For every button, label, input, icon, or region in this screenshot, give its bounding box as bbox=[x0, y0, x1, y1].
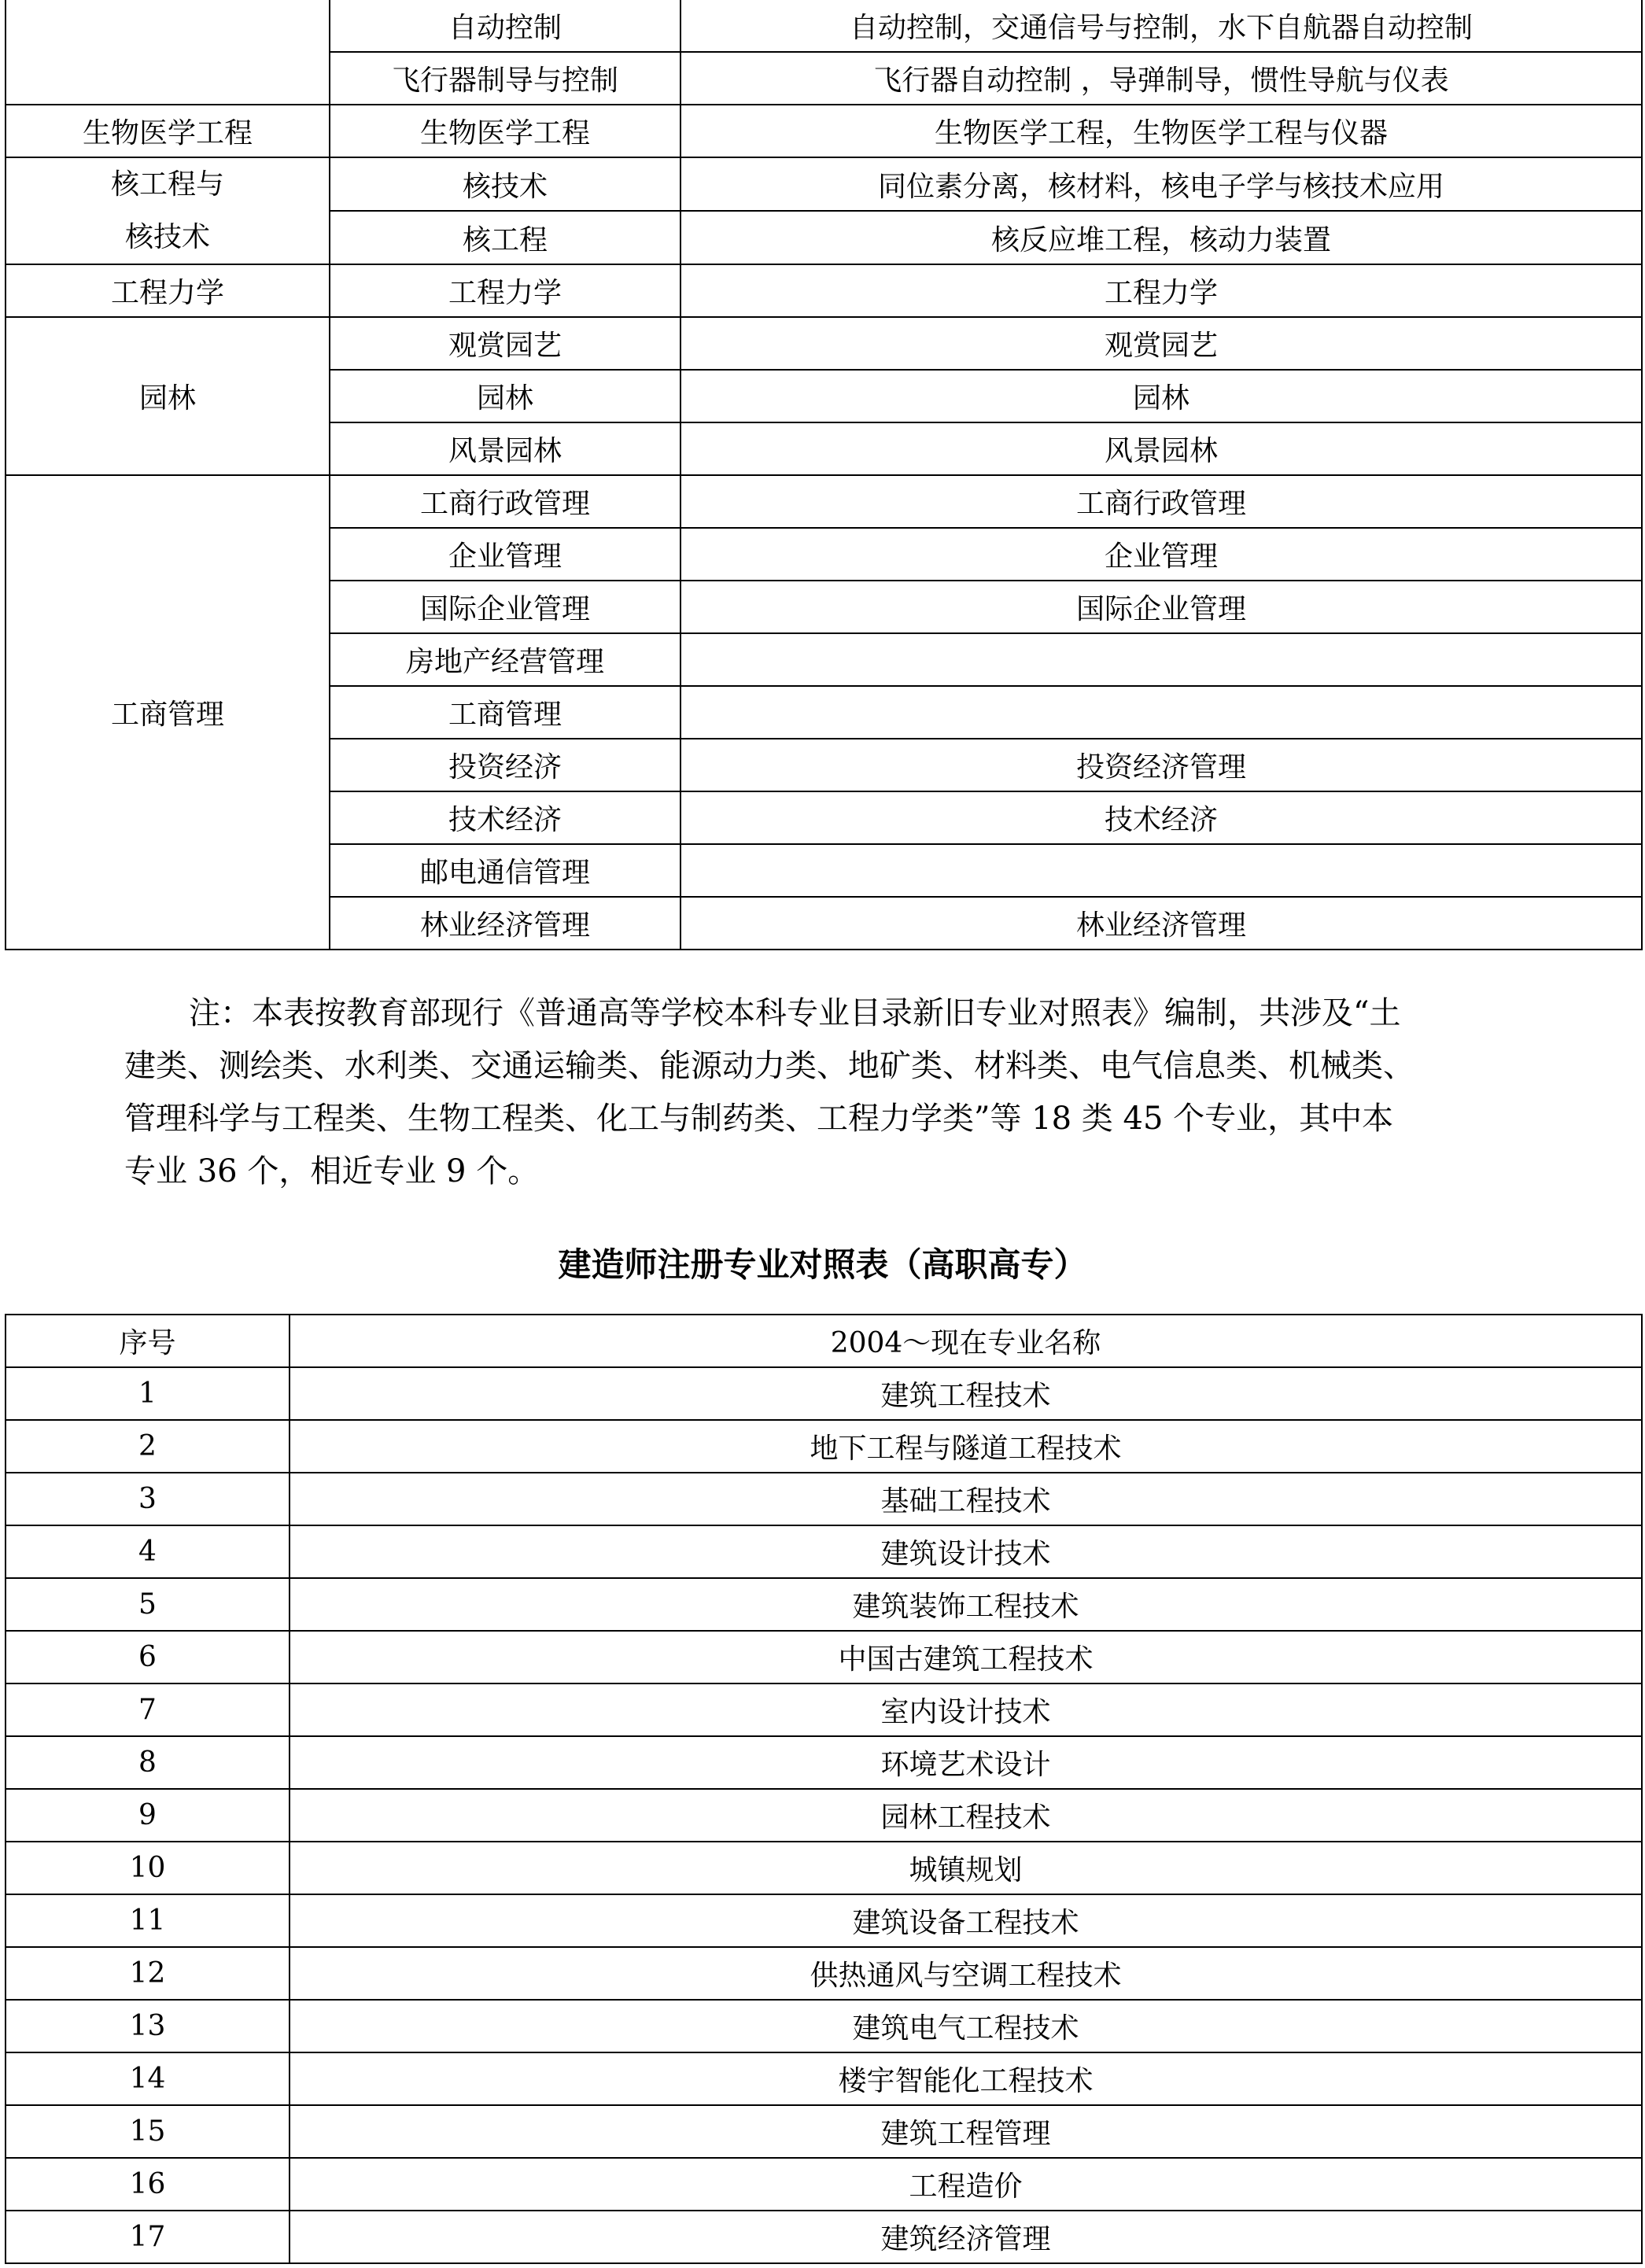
table-row bbox=[6, 1525, 1642, 1578]
row-index-cell: 13 bbox=[6, 2000, 290, 2052]
related-major-cell: 同位素分离，核材料，核电子学与核技术应用 bbox=[680, 157, 1642, 211]
major-name-cell: 园林工程技术 bbox=[290, 1789, 1642, 1842]
major-name-cell: 室内设计技术 bbox=[290, 1683, 1642, 1736]
table-row bbox=[6, 1473, 1642, 1525]
major-name-cell: 城镇规划 bbox=[290, 1842, 1642, 1894]
major-cell: 核工程 bbox=[330, 211, 680, 264]
table-title: 建造师注册专业对照表（高职高专） bbox=[558, 1245, 1087, 1284]
major-name-cell: 楼宇智能化工程技术 bbox=[290, 2052, 1642, 2105]
major-name-cell: 中国古建筑工程技术 bbox=[290, 1631, 1642, 1683]
major-cell: 国际企业管理 bbox=[330, 581, 680, 633]
table-row bbox=[6, 1736, 1642, 1789]
table-row bbox=[6, 1789, 1642, 1842]
related-major-cell: 核反应堆工程，核动力装置 bbox=[680, 211, 1642, 264]
row-index-cell: 3 bbox=[6, 1473, 290, 1525]
related-major-cell: 林业经济管理 bbox=[680, 897, 1642, 950]
row-index-cell: 5 bbox=[6, 1578, 290, 1631]
major-cell: 房地产经营管理 bbox=[330, 633, 680, 686]
major-name-cell: 建筑工程技术 bbox=[290, 1367, 1642, 1420]
related-major-cell: 园林 bbox=[680, 370, 1642, 422]
related-major-cell: 风景园林 bbox=[680, 422, 1642, 475]
table-row bbox=[6, 1367, 1642, 1420]
related-major-cell: 工商行政管理 bbox=[680, 475, 1642, 528]
major-cell: 工商行政管理 bbox=[330, 475, 680, 528]
column-header-major-name: 2004～现在专业名称 bbox=[290, 1315, 1642, 1367]
row-index-cell: 10 bbox=[6, 1842, 290, 1894]
related-major-cell bbox=[680, 686, 1642, 739]
table-row bbox=[6, 1947, 1642, 2000]
related-major-cell bbox=[680, 633, 1642, 686]
major-cell: 技术经济 bbox=[330, 791, 680, 844]
row-index-cell: 7 bbox=[6, 1683, 290, 1736]
major-cell: 邮电通信管理 bbox=[330, 844, 680, 897]
major-cell: 工程力学 bbox=[330, 264, 680, 317]
major-name-cell: 建筑设备工程技术 bbox=[290, 1894, 1642, 1947]
row-index-cell: 2 bbox=[6, 1420, 290, 1473]
row-index-cell: 14 bbox=[6, 2052, 290, 2105]
major-name-cell: 建筑工程管理 bbox=[290, 2105, 1642, 2158]
table-header-row bbox=[6, 1315, 1642, 1367]
major-name-cell: 建筑电气工程技术 bbox=[290, 2000, 1642, 2052]
table-row bbox=[6, 1894, 1642, 1947]
table-row bbox=[6, 2105, 1642, 2158]
major-comparison-table-undergrad bbox=[5, 0, 1643, 950]
related-major-cell: 企业管理 bbox=[680, 528, 1642, 581]
major-cell: 观赏园艺 bbox=[330, 317, 680, 370]
category-line: 核技术 bbox=[124, 221, 210, 253]
table-row bbox=[6, 264, 1642, 317]
table-row bbox=[6, 0, 1642, 52]
major-name-cell: 建筑装饰工程技术 bbox=[290, 1578, 1642, 1631]
table-row bbox=[6, 2052, 1642, 2105]
major-cell: 投资经济 bbox=[330, 739, 680, 791]
table-row bbox=[6, 157, 1642, 211]
row-index-cell: 4 bbox=[6, 1525, 290, 1578]
major-cell: 企业管理 bbox=[330, 528, 680, 581]
table-note bbox=[124, 987, 1509, 1198]
major-cell: 园林 bbox=[330, 370, 680, 422]
related-major-cell: 自动控制，交通信号与控制，水下自航器自动控制 bbox=[680, 0, 1642, 52]
note-line: 管理科学与工程类、生物工程类、化工与制药类、工程力学类”等 18 类 45 个专业，其中本 bbox=[124, 1101, 1394, 1137]
table-row bbox=[6, 2211, 1642, 2263]
row-index-cell: 1 bbox=[6, 1367, 290, 1420]
table-row bbox=[6, 105, 1642, 157]
table-row bbox=[6, 1578, 1642, 1631]
related-major-cell bbox=[680, 844, 1642, 897]
related-major-cell: 飞行器自动控制 ，导弹制导，惯性导航与仪表 bbox=[680, 52, 1642, 105]
major-cell: 自动控制 bbox=[330, 0, 680, 52]
related-major-cell: 投资经济管理 bbox=[680, 739, 1642, 791]
major-comparison-table-vocational bbox=[5, 1314, 1643, 2264]
table-row bbox=[6, 2158, 1642, 2211]
category-cell: 工程力学 bbox=[6, 264, 330, 317]
row-index-cell: 16 bbox=[6, 2158, 290, 2211]
major-cell: 工商管理 bbox=[330, 686, 680, 739]
table-body bbox=[6, 1367, 1642, 2263]
table-row bbox=[6, 2000, 1642, 2052]
major-name-cell: 建筑经济管理 bbox=[290, 2211, 1642, 2263]
note-line: 建类、测绘类、水利类、交通运输类、能源动力类、地矿类、材料类、电气信息类、机械类、 bbox=[124, 1048, 1414, 1084]
major-cell: 风景园林 bbox=[330, 422, 680, 475]
related-major-cell: 工程力学 bbox=[680, 264, 1642, 317]
category-cell: 园林 bbox=[6, 317, 330, 475]
related-major-cell: 国际企业管理 bbox=[680, 581, 1642, 633]
major-name-cell: 供热通风与空调工程技术 bbox=[290, 1947, 1642, 2000]
major-cell: 核技术 bbox=[330, 157, 680, 211]
row-index-cell: 11 bbox=[6, 1894, 290, 1947]
major-cell: 飞行器制导与控制 bbox=[330, 52, 680, 105]
related-major-cell: 技术经济 bbox=[680, 791, 1642, 844]
table-row bbox=[6, 475, 1642, 528]
major-name-cell: 建筑设计技术 bbox=[290, 1525, 1642, 1578]
category-cell: 生物医学工程 bbox=[6, 105, 330, 157]
major-name-cell: 工程造价 bbox=[290, 2158, 1642, 2211]
table-row bbox=[6, 1631, 1642, 1683]
row-index-cell: 17 bbox=[6, 2211, 290, 2263]
row-index-cell: 8 bbox=[6, 1736, 290, 1789]
note-line: 注：本表按教育部现行《普通高等学校本科专业目录新旧专业对照表》编制，共涉及“土 bbox=[189, 995, 1401, 1031]
category-cell bbox=[6, 157, 330, 264]
row-index-cell: 12 bbox=[6, 1947, 290, 2000]
row-index-cell: 15 bbox=[6, 2105, 290, 2158]
table-row bbox=[6, 1420, 1642, 1473]
category-cell bbox=[6, 0, 330, 105]
major-cell: 林业经济管理 bbox=[330, 897, 680, 950]
category-cell: 工商管理 bbox=[6, 475, 330, 950]
table-row bbox=[6, 317, 1642, 370]
related-major-cell: 观赏园艺 bbox=[680, 317, 1642, 370]
table-row bbox=[6, 1683, 1642, 1736]
major-name-cell: 地下工程与隧道工程技术 bbox=[290, 1420, 1642, 1473]
major-name-cell: 环境艺术设计 bbox=[290, 1736, 1642, 1789]
table-row bbox=[6, 1842, 1642, 1894]
row-index-cell: 9 bbox=[6, 1789, 290, 1842]
major-name-cell: 基础工程技术 bbox=[290, 1473, 1642, 1525]
major-cell: 生物医学工程 bbox=[330, 105, 680, 157]
column-header-index: 序号 bbox=[6, 1315, 290, 1367]
related-major-cell: 生物医学工程，生物医学工程与仪器 bbox=[680, 105, 1642, 157]
row-index-cell: 6 bbox=[6, 1631, 290, 1683]
category-line: 核工程与 bbox=[110, 168, 224, 201]
note-line: 专业 36 个，相近专业 9 个。 bbox=[124, 1153, 540, 1189]
